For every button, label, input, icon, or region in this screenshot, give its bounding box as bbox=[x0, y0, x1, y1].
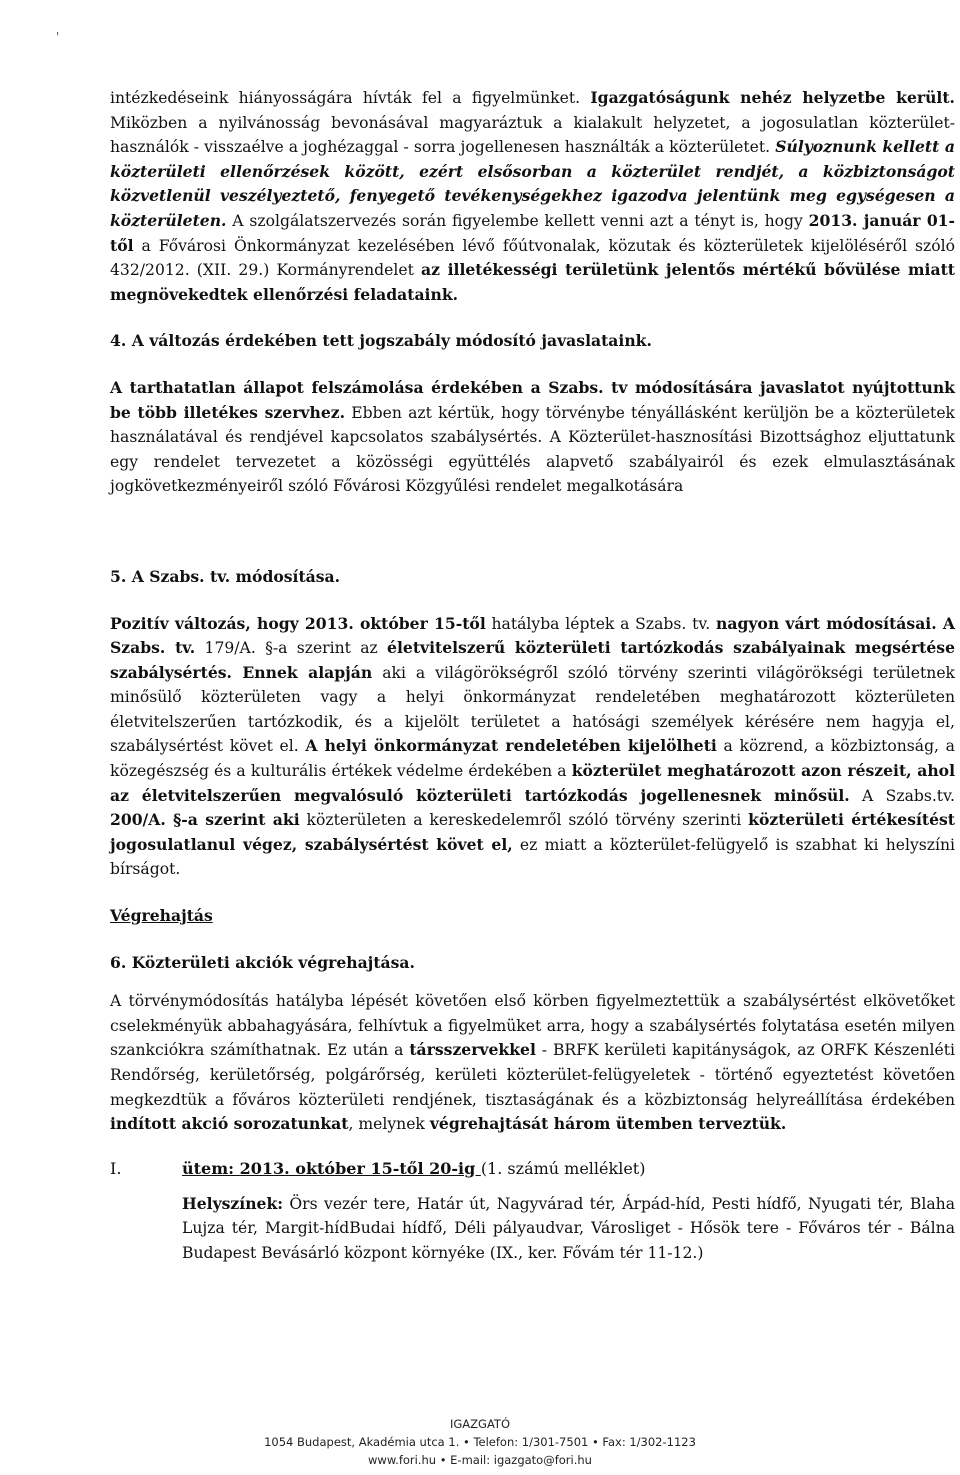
s5-text-l: közterületen a kereskedelemről szóló törvény szerinti bbox=[299, 811, 749, 830]
section-4-paragraph bbox=[110, 376, 955, 499]
phase-1-locations bbox=[182, 1192, 955, 1266]
intro-date: 2013. január 01-től bbox=[110, 210, 955, 255]
s5-text-h: a közrend, a közbiztonság, a közegészség és a kulturális értékek védelme érdekében a bbox=[110, 737, 955, 781]
s6-bold-b: társszervekkel bbox=[409, 1040, 536, 1060]
s5-text-n: ez miatt a közterület-felügyelő is szabhat ki helyszíni bírságot. bbox=[110, 835, 956, 879]
section-6-heading: 6. Közterületi akciók végrehajtása. bbox=[110, 952, 415, 972]
section-5-heading: 5. A Szabs. tv. módosítása. bbox=[110, 566, 341, 586]
vegrehajtas-heading: Végrehajtás bbox=[110, 906, 213, 926]
footer-address: 1054 Budapest, Akadémia utca 1. • Telefon: 1/301-7501 • Fax: 1/302-1123 bbox=[264, 1435, 696, 1449]
document-body bbox=[110, 86, 955, 1266]
s5-bold-i: közterület meghatározott azon részeit, ahol az életvitelszerűen megvalósuló közterületi tartózkodás jogellenesnek minősül. bbox=[110, 761, 955, 805]
corner-mark: ' bbox=[56, 30, 60, 44]
s5-text-f: aki a világörökségről szóló törvény szerinti világörökségi területnek minősülő közterületen vagy a helyi önkormányzat rendeletében meghatározott közterületen életvitelszerűen tartózkodik, és a kijelölt területet a hatósági személyek kérésére nem hagyja el, szabálysértést követ el. bbox=[110, 663, 955, 756]
section-6-paragraph bbox=[110, 989, 955, 1137]
intro-text-3: A szolgálatszervezés során figyelembe kellett venni azt a tényt is, hogy bbox=[226, 211, 809, 230]
s5-bold-k: 200/A. §-a szerint aki bbox=[110, 810, 300, 830]
intro-bold-italic: Súlyoznunk kellett a közterületi ellenőrzések között, ezért elsősorban a közterület rendjét, a közbiztonságot közvetlenül veszélyeztető, fenyegető tevékenységekhez igazodva jelentünk meg egységesen a közterületen. bbox=[110, 137, 955, 230]
s6-text-a: A törvénymódosítás hatályba lépését követően első körben figyelmeztettük a szabálysértést elkövetőket cselekményük abbahagyására, felhívtuk a figyelmüket arra, hogy a szabálysértés folytatása esetén milyen szankciókra számíthatnak. Ez után a bbox=[110, 992, 955, 1060]
s5-bold-c: nagyon várt módosításai. A Szabs. tv. bbox=[110, 613, 955, 658]
phase-1-heading bbox=[110, 1159, 955, 1178]
footer-title: IGAZGATÓ bbox=[449, 1417, 510, 1431]
intro-text-4: a Fővárosi Önkormányzat kezelésében lévő főútvonalak, közutak és közterületek kijelöléséről szóló 432/2012. (XII. 29.) Kormányrendelet bbox=[110, 236, 955, 280]
s5-text-d: 179/A. §-a szerint az bbox=[195, 639, 388, 658]
s5-bold-g: A helyi önkormányzat rendeletében kijelölheti bbox=[305, 736, 717, 756]
intro-text-2: Miközben a nyilvánosság bevonásával magyaráztuk a kialakult helyzetet, a jogosulatlan közterület-használók - visszaélve a joghézaggal - sorra jogellenesen használták a közterületet. bbox=[110, 113, 955, 157]
intro-text-1: intézkedéseink hiányosságára hívták fel a figyelmünket. bbox=[110, 89, 591, 107]
phase-1-title: ütem: 2013. október 15-től 20-ig bbox=[182, 1158, 481, 1178]
s6-bold-d: indított akció sorozatunkat bbox=[110, 1114, 349, 1134]
s6-text-e: , melynek bbox=[348, 1115, 430, 1134]
footer-web: www.fori.hu • E-mail: igazgato@fori.hu bbox=[368, 1453, 592, 1467]
section-4-text: Ebben azt kértük, hogy törvénybe tényállásként kerüljön be a közterületek használatával és rendjével kapcsolatos szabálysértés. A Közterület-hasznosítási Bizottsághoz eljuttatunk egy rendelet tervezetet a közösségi együttélés alapvető szabályairól és ezek elmulasztásának jogkövetkezményeiről szóló Fővárosi Közgyűlési rendelet megalkotására bbox=[110, 403, 956, 496]
s5-bold-e: életvitelszerű közterületi tartózkodás szabályainak megsértése szabálysértés. Ennek alapján bbox=[110, 638, 955, 682]
s5-bold-a: Pozitív változás, hogy 2013. október 15-től bbox=[110, 613, 486, 633]
section-4-bold: A tarthatatlan állapot felszámolása érdekében a Szabs. tv módosítására javaslatot nyújtottunk be több illetékes szervhez. bbox=[110, 377, 955, 422]
intro-bold-2: az illetékességi területünk jelentős mértékű bővülése miatt megnövekedtek ellenőrzési feladataink. bbox=[110, 260, 955, 304]
s6-text-c: - BRFK kerületi kapitányságok, az ORFK Készenléti Rendőrség, kerületőrség, polgárőrség, kerületi közterület-felügyeletek - történő egyeztetést követően megkezdtük a főváros közterületi rendjének, tisztaságának és a közbiztonság helyreállítása érdekében bbox=[110, 1041, 955, 1109]
s5-bold-m: közterületi értékesítést jogosulatlanul végez, szabálysértést követ el, bbox=[110, 810, 956, 854]
section-4-heading: 4. A változás érdekében tett jogszabály módosító javaslataink. bbox=[110, 331, 652, 351]
phase-1-number: I. bbox=[110, 1158, 122, 1178]
locations-label: Helyszínek: bbox=[182, 1193, 284, 1213]
section-5-paragraph bbox=[110, 612, 955, 883]
s5-text-b: hatályba léptek a Szabs. tv. bbox=[485, 614, 717, 633]
locations-text: Örs vezér tere, Határ út, Nagyvárad tér, Árpád-híd, Pesti hídfő, Nyugati tér, Blaha Lujza tér, Margit-hídBudai hídfő, Déli pályaudvar, Városliget - Hősök tere - Főváros tér - Bálna Budapest Bevásárló központ környéke (IX., ker. Fővám tér 11-12.) bbox=[182, 1194, 955, 1262]
s5-text-j: A Szabs.tv. bbox=[849, 786, 955, 805]
phase-1-ref: (1. számú melléklet) bbox=[480, 1158, 646, 1178]
intro-bold-1: Igazgatóságunk nehéz helyzetbe került. bbox=[590, 88, 955, 107]
paragraph-intro bbox=[110, 86, 955, 307]
s6-bold-f: végrehajtását három ütemben terveztük. bbox=[429, 1114, 787, 1134]
